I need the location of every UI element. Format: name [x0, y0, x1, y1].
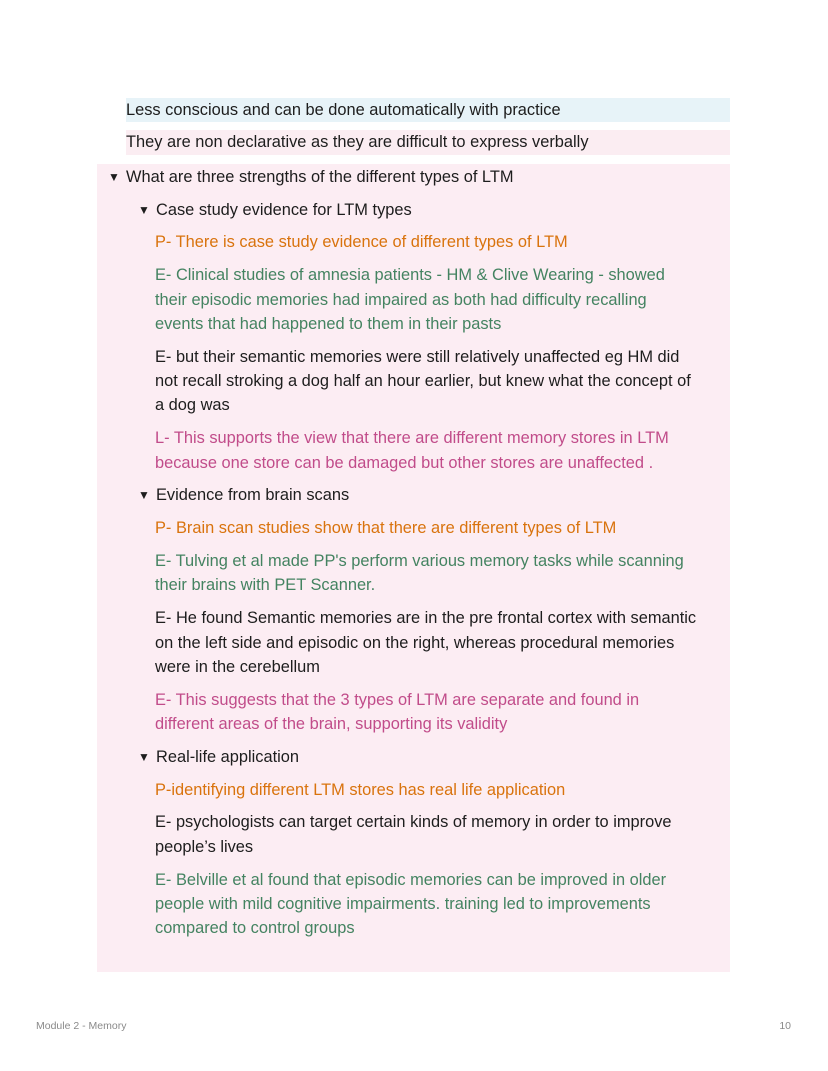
subtoggle-title: Evidence from brain scans — [156, 486, 350, 505]
paragraph-line: were in the cerebellum — [155, 657, 320, 676]
paragraph-line: E- psychologists can target certain kinds of memory in order to improve — [155, 813, 672, 832]
paragraph-line: P- Brain scan studies show that there are different types of LTM — [155, 519, 617, 538]
paragraph — [97, 263, 730, 336]
toggle-triangle-icon[interactable]: ▼ — [138, 488, 150, 503]
highlighted-text-block: Less conscious and can be done automatically with practice — [126, 98, 730, 122]
paragraph-line: different areas of the brain, supporting its validity — [155, 715, 508, 734]
paragraph-line: their brains with PET Scanner. — [155, 576, 376, 595]
toggle-triangle-icon[interactable]: ▼ — [138, 749, 150, 764]
highlighted-text-block: They are non declarative as they are difficult to express verbally — [126, 130, 730, 154]
paragraph — [97, 426, 730, 475]
paragraph-line: their episodic memories had impaired as both had difficulty recalling — [155, 290, 647, 309]
paragraph — [97, 516, 730, 540]
paragraph-line: compared to control groups — [155, 919, 355, 938]
toggle-block-strengths — [97, 164, 730, 972]
paragraph-line: E- Belville et al found that episodic memories can be improved in older — [155, 870, 667, 889]
paragraph-line: events that had happened to them in their pasts — [155, 314, 502, 333]
toggle-triangle-icon[interactable]: ▼ — [108, 169, 120, 184]
paragraph-line: not recall stroking a dog half an hour earlier, but knew what the concept of — [155, 372, 691, 391]
paragraph-line: L- This supports the view that there are different memory stores in LTM — [155, 429, 669, 448]
paragraph-line: E- but their semantic memories were still relatively unaffected eg HM did — [155, 347, 680, 366]
paragraph — [97, 230, 730, 254]
page-number: 10 — [779, 1020, 791, 1032]
subtoggle-title: Case study evidence for LTM types — [156, 200, 412, 219]
paragraph — [97, 606, 730, 679]
toggle-title: What are three strengths of the different types of LTM — [126, 167, 514, 186]
paragraph — [97, 688, 730, 737]
paragraph — [97, 778, 730, 802]
paragraph-line: a dog was — [155, 396, 230, 415]
paragraph-line: people with mild cognitive impairments. training led to improvements — [155, 895, 651, 914]
paragraph-line: P- There is case study evidence of different types of LTM — [155, 233, 568, 252]
paragraph-line: E- He found Semantic memories are in the pre frontal cortex with semantic — [155, 609, 697, 628]
subtoggle-header[interactable] — [97, 745, 730, 769]
subtoggle-header[interactable] — [97, 483, 730, 507]
paragraph-line: E- This suggests that the 3 types of LTM are separate and found in — [155, 690, 640, 709]
subtoggle-header[interactable] — [97, 198, 730, 222]
toggle-triangle-icon[interactable]: ▼ — [138, 202, 150, 217]
subtoggle-title: Real-life application — [156, 747, 300, 766]
paragraph — [97, 810, 730, 859]
paragraph — [97, 868, 730, 941]
paragraph — [97, 345, 730, 418]
paragraph-line: on the left side and episodic on the right, whereas procedural memories — [155, 633, 675, 652]
paragraph-line: people’s lives — [155, 837, 254, 856]
paragraph-line: E- Tulving et al made PP's perform various memory tasks while scanning — [155, 552, 684, 570]
paragraph-line: E- Clinical studies of amnesia patients - HM & Clive Wearing - showed — [155, 266, 665, 285]
toggle-header[interactable] — [97, 164, 730, 189]
paragraph — [97, 549, 730, 598]
paragraph-line: P-identifying different LTM stores has real life application — [155, 780, 566, 799]
footer-title: Module 2 - Memory — [36, 1020, 127, 1032]
paragraph-line: because one store can be damaged but other stores are unaffected . — [155, 453, 654, 472]
